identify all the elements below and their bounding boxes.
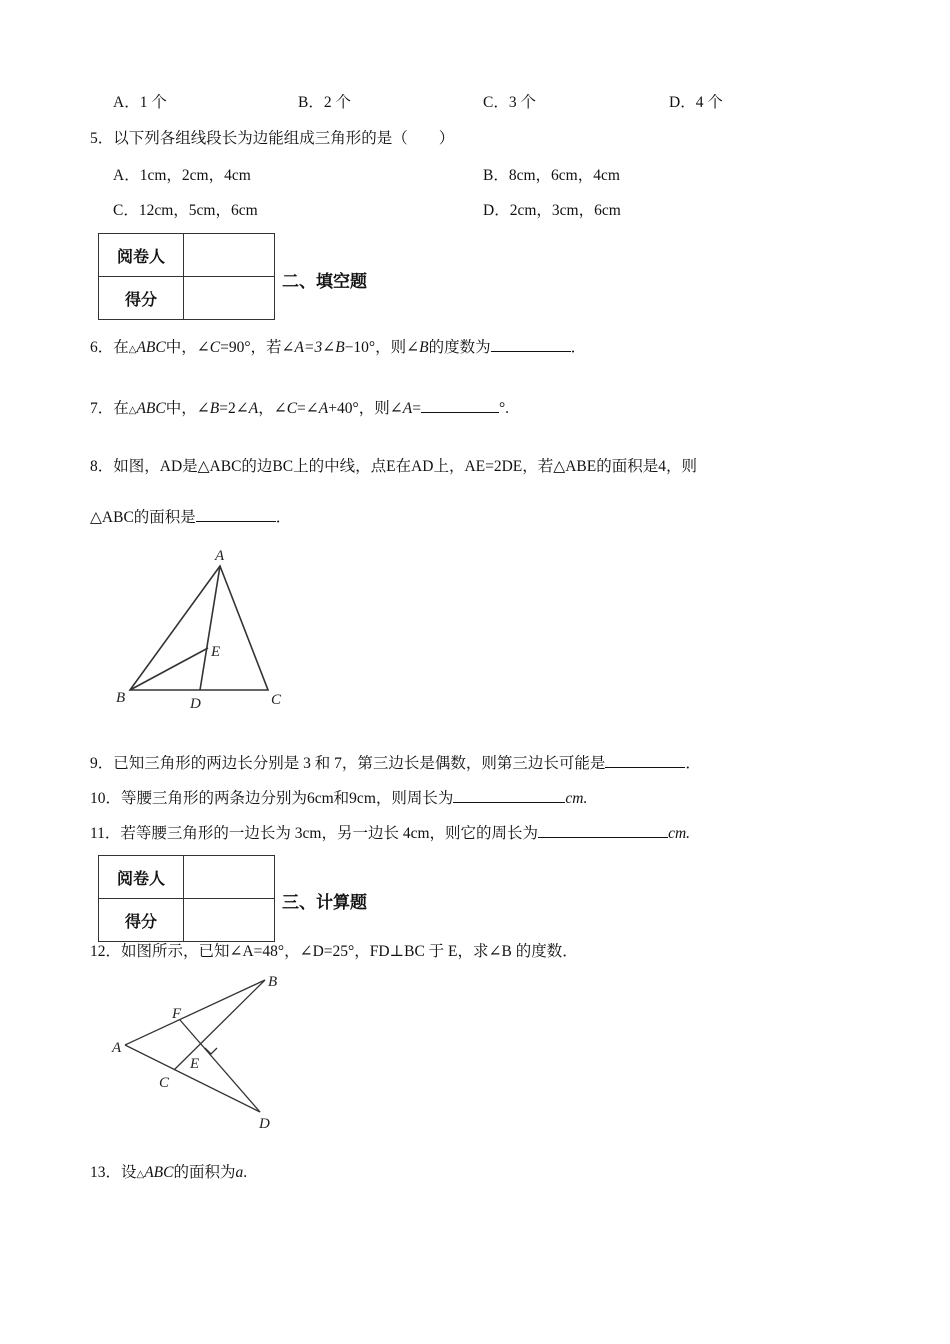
text: 13．设 [90,1164,137,1181]
text: 的度数为 [428,339,491,356]
question-9 [90,751,701,774]
fig2-label-c: C [159,1075,170,1091]
fig2-label-b: B [268,974,278,990]
math: ∠C [273,400,298,417]
math: ABC [136,400,166,417]
q5-option-a: A．1cm，2cm，4cm [113,167,251,184]
q4-option-d: D．4 个 [669,94,723,111]
section-title-calculation: 三、计算题 [282,893,367,913]
question-12: 12．如图所示，已知∠A=48°，∠D=25°，FD⊥BC 于 E，求∠B 的度数． [90,943,578,960]
math: ∠A=3∠B [281,339,345,356]
math: ∠B [406,339,429,356]
text: ． [685,755,701,772]
answer-blank[interactable] [605,751,685,768]
fig2-label-e: E [190,1056,200,1072]
question-6: 6．在△ABC中，∠C=90°，若∠A=3∠B−10°，则∠B的度数为 ． [90,335,586,360]
math: ∠C [196,339,221,356]
question-7: 7．在△ABC中，∠B=2∠A，∠C=∠A+40°，则∠A= °. [90,396,509,421]
text: . [243,1164,248,1181]
text: 的面积为 [173,1164,236,1181]
text: △ABC的面积是 [90,509,196,526]
math: ∠B [196,400,220,417]
answer-blank[interactable] [538,821,668,838]
text: ， [258,400,274,417]
q5-option-d: D．2cm，3cm，6cm [483,202,621,219]
text: 中， [165,400,197,417]
fig1-label-b: B [116,690,126,706]
math: ABC [136,339,166,356]
text: =90°，若 [220,339,282,356]
section-title-fill-in: 二、填空题 [282,272,367,292]
text: 9．已知三角形的两边长分别是 3 和 7，第三边长是偶数，则第三边长可能是 [90,755,606,772]
fig1-label-a: A [215,548,225,564]
reviewer-label: 阅卷人 [99,234,184,277]
text: =2 [219,400,236,417]
text: 6．在 [90,339,129,356]
text: −10°，则 [344,339,407,356]
q4-option-c: C．3 个 [483,94,536,111]
text: 11．若等腰三角形的一边长为 3cm，另一边长 4cm，则它的周长为 [90,825,539,842]
q5-option-c: C．12cm，5cm，6cm [113,202,258,219]
fig1-label-e: E [211,644,221,660]
question-13: 13．设△ABC的面积为a. [90,1164,248,1181]
math: ∠A [305,400,329,417]
text: = [412,400,421,417]
text: 7．在 [90,400,129,417]
text: 中， [165,339,197,356]
math: ABC [144,1164,174,1181]
text: +40°，则 [328,400,390,417]
fig1-label-d: D [190,696,201,712]
answer-blank[interactable] [453,786,565,803]
text: °. [498,400,510,417]
math: ∠A [389,400,413,417]
unit: cm. [668,825,691,842]
reviewer-cell [184,856,275,899]
unit: cm. [565,790,588,807]
q5-option-b: B．8cm，6cm，4cm [483,167,620,184]
fig2-label-d: D [259,1116,270,1132]
score-label: 得分 [99,899,184,942]
figure-fd-perp-bc [125,980,265,1112]
math: ∠A [235,400,259,417]
q4-option-b: B．2 个 [298,94,351,111]
q5-stem: 5．以下列各组线段长为边能组成三角形的是（ ） [90,130,455,147]
score-label: 得分 [99,277,184,320]
score-table [98,855,275,942]
text: = [297,400,306,417]
reviewer-label: 阅卷人 [99,856,184,899]
q4-option-a: A．1 个 [113,94,167,111]
fig2-label-a: A [112,1040,122,1056]
question-11 [90,821,690,844]
fig1-label-c: C [271,692,282,708]
text: ． [570,339,587,356]
question-10 [90,786,587,809]
question-8-line1: 8．如图，AD是△ABC的边BC上的中线，点E在AD上，AE=2DE，若△ABE的面积是4，则 [90,458,697,475]
text: 10．等腰三角形的两条边分别为6cm和9cm，则周长为 [90,790,454,807]
figure-triangle-abc-median [130,566,268,690]
score-cell [184,899,275,942]
text: ． [275,509,292,526]
math: a [235,1164,244,1181]
fig2-label-f: F [172,1006,182,1022]
